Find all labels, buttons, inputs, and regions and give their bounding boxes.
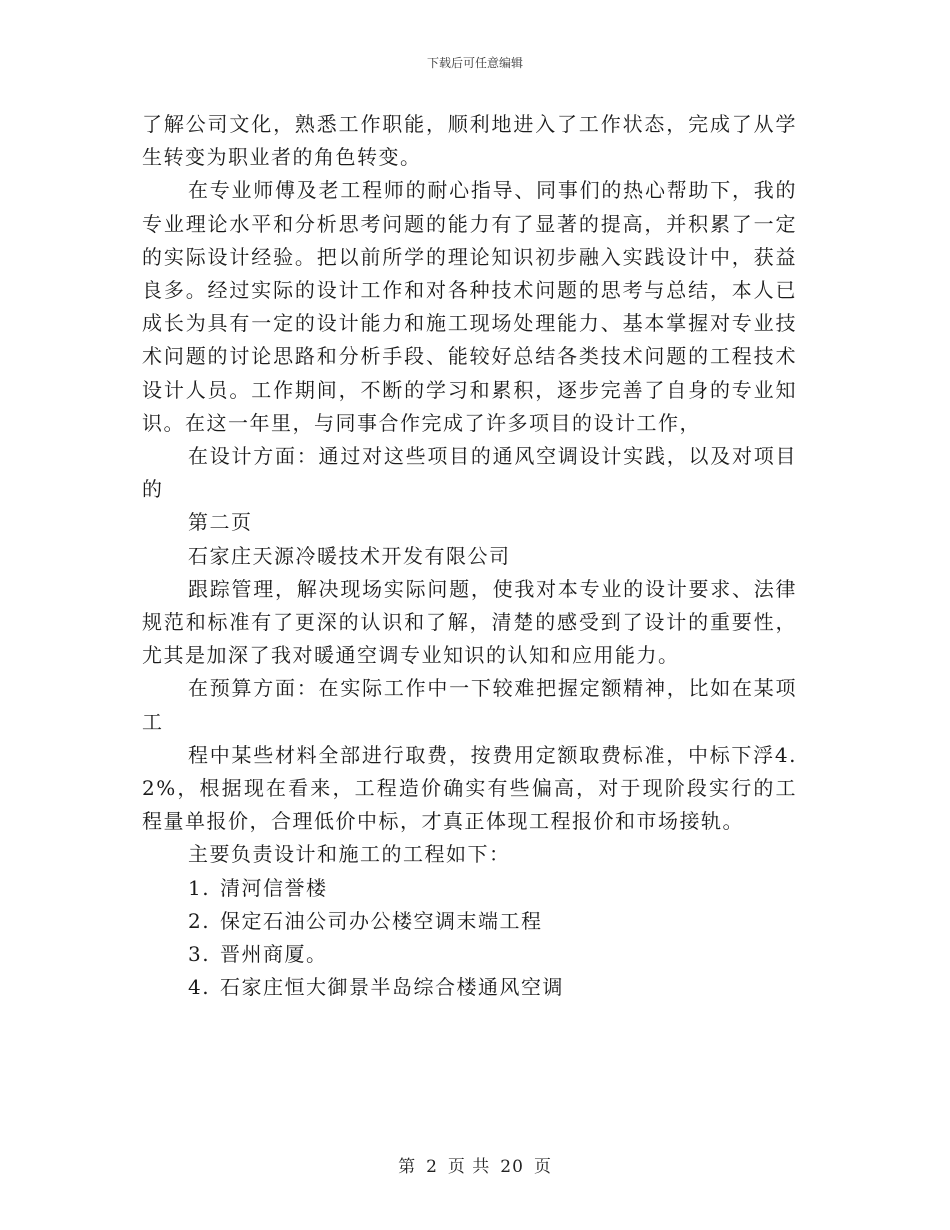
paragraph-2: 在专业师傅及老工程师的耐心指导、同事们的热心帮助下，我的专业理论水平和分析思考问题的能力有了显著的提高，并积累了一定的实际设计经验。把以前所学的理论知识初步融入实践设计中，获益良多。经过实际的设计工作和对各种技术问题的思考与总结，本人已成长为具有一定的设计能力和施工现场处理能力、基本掌握对专业技术问题的讨论思路和分析手段、能较好总结各类技术问题的工程技术设计人员。工作期间，不断的学习和累积，逐步完善了自身的专业知识。在这一年里，与同事合作完成了许多项目的设计工作， bbox=[142, 178, 797, 435]
footer-total-pages: 20 bbox=[500, 1157, 524, 1177]
list-item bbox=[142, 872, 797, 905]
list-item-number: 1. bbox=[188, 875, 211, 900]
footer-middle: 页 共 bbox=[447, 1157, 491, 1177]
list-item-text: 清河信誉楼 bbox=[220, 875, 328, 900]
page-header: 下载后可任意编辑 bbox=[426, 56, 523, 70]
footer-current-page: 2 bbox=[426, 1157, 438, 1177]
paragraph-6: 跟踪管理，解决现场实际问题，使我对本专业的设计要求、法律规范和标准有了更深的认识和了解，清楚的感受到了设计的重要性，尤其是加深了我对暖通空调专业知识的认知和应用能力。 bbox=[142, 576, 797, 668]
paragraph-1: 了解公司文化，熟悉工作职能，顺利地进入了工作状态，完成了从学生转变为职业者的角色转变。 bbox=[142, 112, 797, 170]
page-footer bbox=[0, 1152, 950, 1177]
list-item bbox=[142, 971, 797, 1004]
list-intro: 主要负责设计和施工的工程如下： bbox=[188, 842, 511, 867]
list-item-text: 保定石油公司办公楼空调末端工程 bbox=[220, 908, 543, 933]
list-item-text: 晋州商厦。 bbox=[220, 942, 328, 967]
paragraph-7: 在预算方面：在实际工作中一下较难把握定额精神，比如在某项工 bbox=[142, 676, 797, 734]
list-item-number: 4. bbox=[188, 975, 211, 1000]
list-item-number: 3. bbox=[188, 942, 211, 967]
project-list bbox=[142, 872, 797, 1005]
document-body bbox=[142, 108, 797, 1004]
list-item-text: 石家庄恒大御景半岛综合楼通风空调 bbox=[220, 975, 564, 1000]
list-item bbox=[142, 905, 797, 938]
list-item bbox=[142, 938, 797, 971]
company-name: 石家庄天源冷暖技术开发有限公司 bbox=[188, 543, 511, 568]
footer-suffix: 页 bbox=[533, 1157, 552, 1177]
paragraph-3: 在设计方面：通过对这些项目的通风空调设计实践，以及对项目的 bbox=[142, 444, 797, 502]
paragraph-8: 程中某些材料全部进行取费，按费用定额取费标准，中标下浮4.2%，根据现在看来，工程造价确实有些偏高，对于现阶段实行的工程量单报价，合理低价中标，才真正体现工程报价和市场接轨。 bbox=[142, 742, 797, 834]
footer-prefix: 第 bbox=[398, 1157, 417, 1177]
page-marker: 第二页 bbox=[188, 510, 253, 535]
list-item-number: 2. bbox=[188, 908, 211, 933]
